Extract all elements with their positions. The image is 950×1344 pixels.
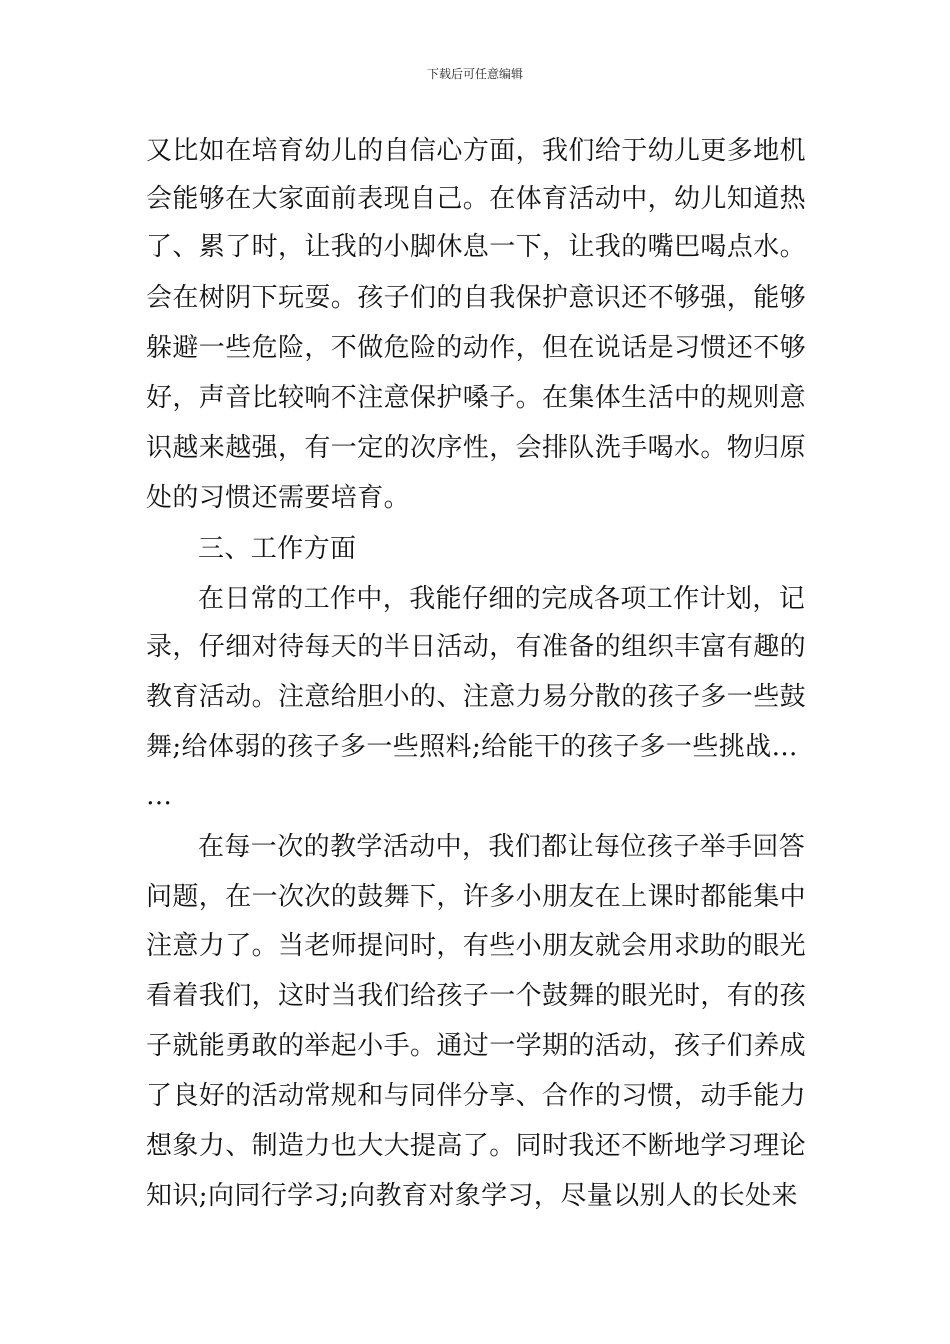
text-line: 识越来越强，有一定的次序性，会排队洗手喝水。物归原: [146, 433, 807, 463]
text-line: 了、累了时，让我的小脚休息一下，让我的嘴巴喝点水。: [146, 232, 807, 262]
text-line: 问题，在一次次的鼓舞下，许多小朋友在上课时都能集中: [146, 882, 807, 912]
text-line: 舞;给体弱的孩子多一些照料;给能干的孩子多一些挑战…: [146, 732, 798, 762]
section-heading: 三、工作方面: [198, 534, 357, 564]
paragraph-start-line: 在每一次的教学活动中，我们都让每位孩子举手回答: [198, 832, 806, 862]
text-line: 录，仔细对待每天的半日活动，有准备的组织丰富有趣的: [146, 632, 807, 662]
text-line: 注意力了。当老师提问时，有些小朋友就会用求助的眼光: [146, 931, 807, 961]
text-line: 躲避一些危险，不做危险的动作，但在说话是习惯还不够: [146, 333, 807, 363]
text-line: 了良好的活动常规和与同伴分享、合作的习惯，动手能力: [146, 1081, 807, 1111]
text-line: 教育活动。注意给胆小的、注意力易分散的孩子多一些鼓: [146, 682, 807, 712]
text-line: 会能够在大家面前表现自己。在体育活动中，幼儿知道热: [146, 184, 807, 214]
text-line: 看着我们，这时当我们给孩子一个鼓舞的眼光时，有的孩: [146, 981, 807, 1011]
page-header: 下载后可任意编辑: [426, 67, 523, 81]
text-line: 好，声音比较响不注意保护嗓子。在集体生活中的规则意: [146, 383, 807, 413]
text-line: …: [146, 781, 173, 811]
text-line: 想象力、制造力也大大提高了。同时我还不断地学习理论: [146, 1131, 807, 1161]
text-line: 处的习惯还需要培育。: [146, 483, 411, 513]
text-line: 又比如在培育幼儿的自信心方面，我们给于幼儿更多地机: [146, 136, 807, 166]
text-line: 知识;向同行学习;向教育对象学习，尽量以别人的长处来: [146, 1181, 798, 1211]
text-line: 子就能勇敢的举起小手。通过一学期的活动，孩子们养成: [146, 1031, 807, 1061]
text-line: 会在树阴下玩耍。孩子们的自我保护意识还不够强，能够: [146, 283, 807, 313]
paragraph-start-line: 在日常的工作中，我能仔细的完成各项工作计划，记: [198, 584, 806, 614]
